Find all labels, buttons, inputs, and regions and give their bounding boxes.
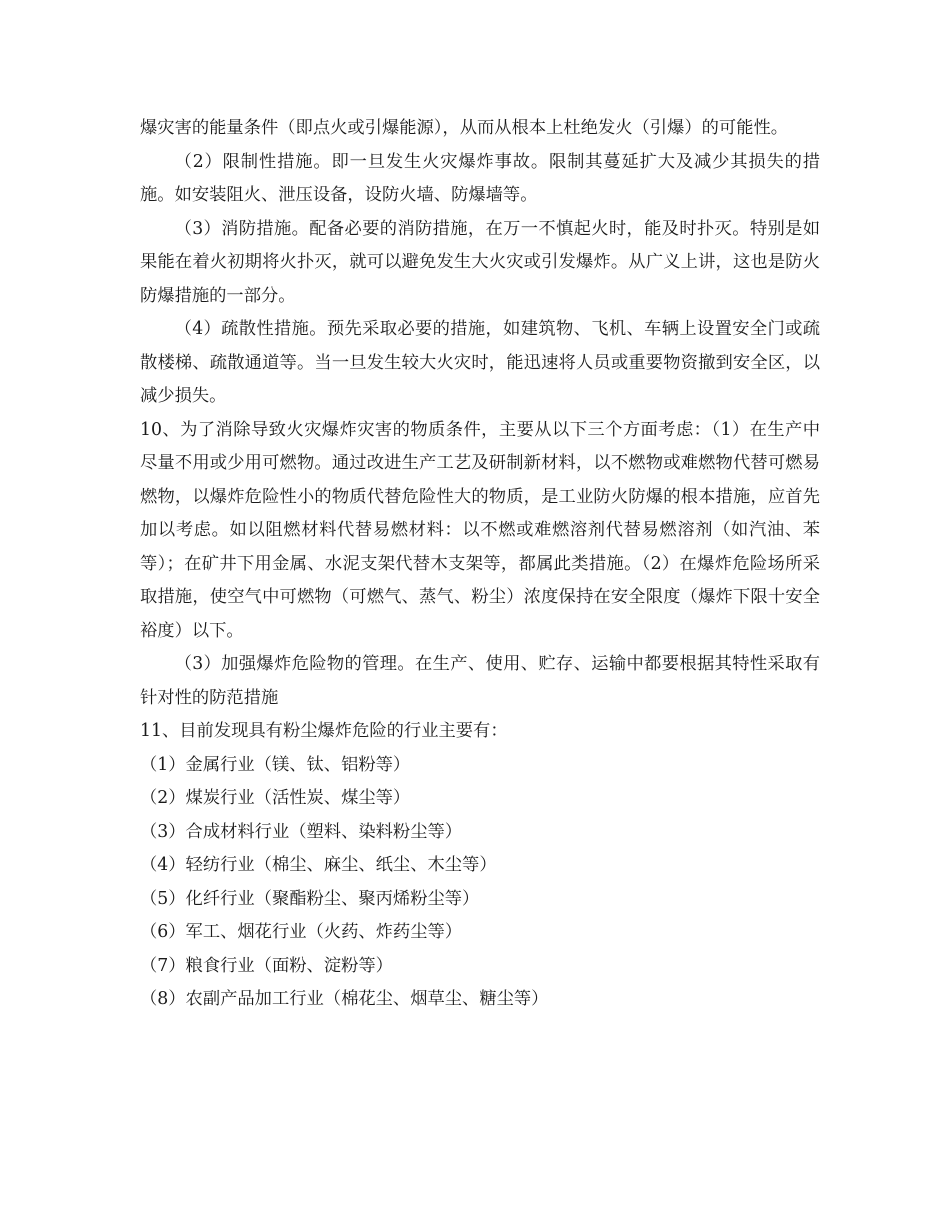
- list-item: （7）粮食行业（面粉、淀粉等）: [140, 955, 393, 976]
- paragraph-energy-condition: 爆灾害的能量条件（即点火或引爆能源），从而从根本上杜绝发火（引爆）的可能性。: [140, 118, 789, 138]
- paragraph-explosive-management: （3）加强爆炸危险物的管理。在生产、使用、贮存、运输中都要根据其特性采取有针对性的防范措施: [140, 654, 820, 708]
- paragraph-restrictive-measures: （2）限制性措施。即一旦发生火灾爆炸事故。限制其蔓延扩大及减少其损失的措施。如安装阻火、泄压设备，设防火墙、防爆墙等。: [140, 151, 820, 205]
- paragraph-item-11: 11、目前发现具有粉尘爆炸危险的行业主要有：: [140, 721, 508, 741]
- paragraph-evacuation-measures: （4）疏散性措施。预先采取必要的措施，如建筑物、飞机、车辆上设置安全门或疏散楼梯、疏散通道等。当一旦发生较大火灾时，能迅速将人员或重要物资撤到安全区，以减少损失。: [140, 319, 820, 406]
- list-item: （5）化纤行业（聚酯粉尘、聚丙烯粉尘等）: [140, 888, 480, 909]
- list-item: （4）轻纺行业（棉尘、麻尘、纸尘、木尘等）: [140, 855, 497, 875]
- document-body: [140, 112, 820, 1017]
- paragraph-fire-fighting-measures: （3）消防措施。配备必要的消防措施，在万一不慎起火时，能及时扑灭。特别是如果能在着火初期将火扑灭，就可以避免发生大火灾或引发爆炸。从广义上讲，这也是防火防爆措施的一部分。: [140, 218, 820, 306]
- list-item: （1）金属行业（镁、钛、铝粉等）: [140, 754, 411, 775]
- paragraph-item-10: 10、为了消除导致火灾爆炸灾害的物质条件，主要从以下三个方面考虑：（1）在生产中尽量不用或少用可燃物。通过改进生产工艺及研制新材料，以不燃物或难燃物代替可燃易燃物，以爆炸危险性小的物质代替危险性大的物质，是工业防火防爆的根本措施，应首先加以考虑。如以阻燃材料代替易燃材料：以不燃或难燃溶剂代替易燃溶剂（如汽油、苯等）；在矿井下用金属、水泥支架代替木支架等，都属此类措施。（2）在爆炸危险场所采取措施，使空气中可燃物（可燃气、蒸气、粉尘）浓度保持在安全限度（爆炸下限十安全裕度）以下。: [140, 419, 820, 641]
- list-item: （3）合成材料行业（塑料、染料粉尘等）: [140, 821, 463, 842]
- list-item: （6）军工、烟花行业（火药、炸药尘等）: [140, 922, 463, 942]
- list-item: （8）农副产品加工行业（棉花尘、烟草尘、糖尘等）: [140, 989, 549, 1009]
- list-item: （2）煤炭行业（活性炭、煤尘等）: [140, 788, 411, 808]
